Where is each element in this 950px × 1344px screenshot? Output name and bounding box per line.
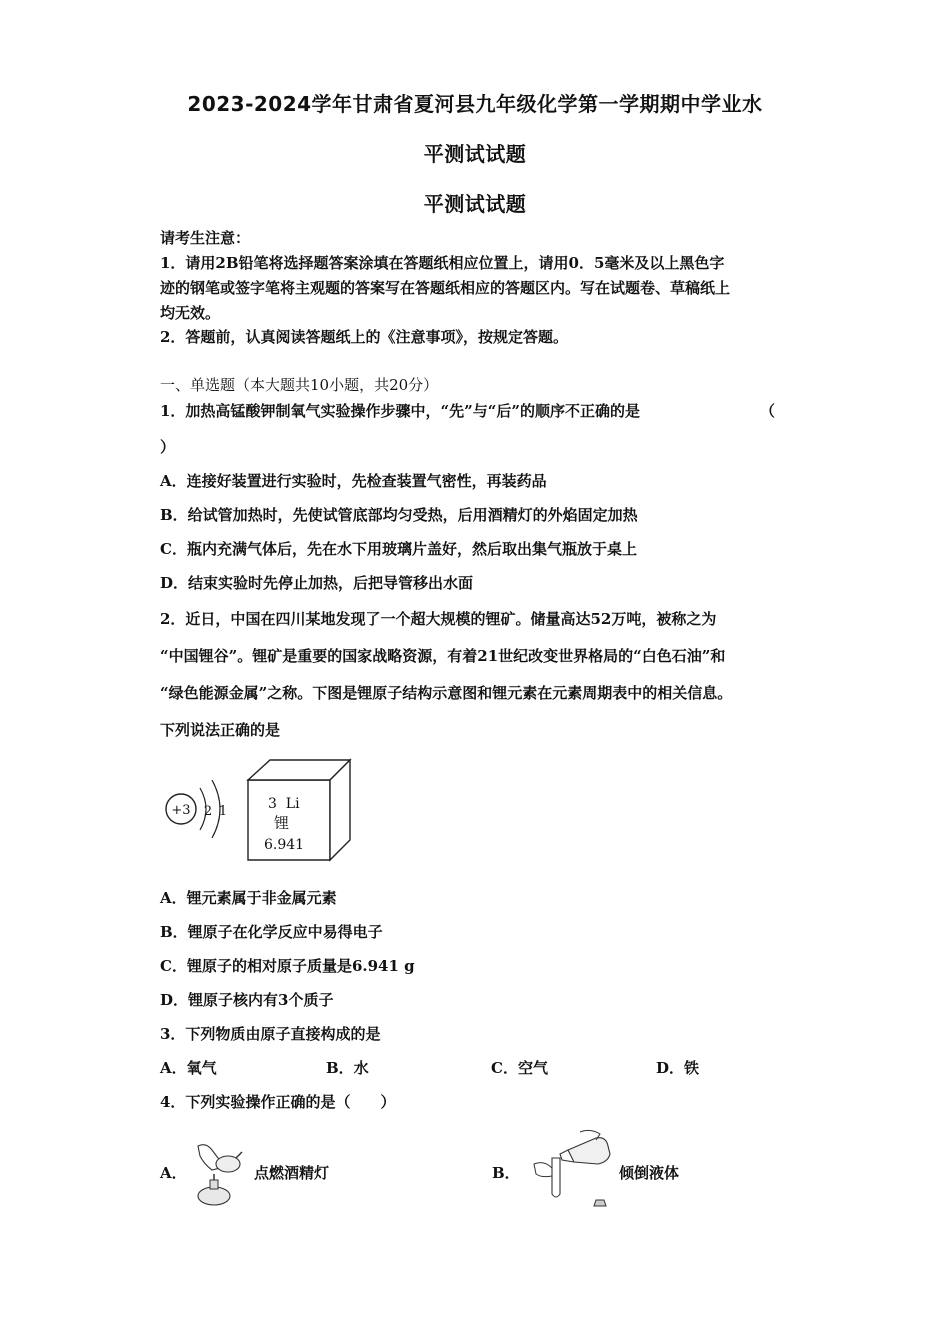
- q1-option-c: C．瓶内充满气体后，先在水下用玻璃片盖好，然后取出集气瓶放于桌上: [160, 540, 637, 558]
- q2-option-a: A．锂元素属于非金属元素: [160, 889, 337, 907]
- q3-option-a: A．氧气: [160, 1059, 217, 1077]
- q1-paren-open: （: [760, 402, 776, 420]
- upper-lamp-wick: [236, 1152, 242, 1158]
- notice-line-1: 1．请用2B铅笔将选择题答案涂填在答题纸相应位置上，请用0．5毫米及以上黑色字: [160, 254, 725, 272]
- hand-holding-tube: [534, 1163, 552, 1177]
- section-heading: 一、单选题（本大题共10小题，共20分）: [160, 376, 439, 394]
- q1-paren-close: ）: [160, 438, 176, 456]
- q3-stem: 3．下列物质由原子直接构成的是: [160, 1025, 381, 1043]
- q2-option-d: D．锂原子核内有3个质子: [160, 991, 334, 1009]
- nucleus-charge: +3: [171, 803, 191, 818]
- notice-line-2: 迹的钢笔或签字笔将主观题的答案写在答题纸相应的答题区内。写在试题卷、草稿纸上: [160, 279, 731, 297]
- reagent-bottle: [568, 1138, 610, 1164]
- lower-lamp-neck: [210, 1180, 218, 1189]
- q4-option-b-text: 倾倒液体: [619, 1164, 680, 1182]
- hand-on-bottle: [580, 1130, 600, 1140]
- q1-stem: 1．加热高锰酸钾制氧气实验操作步骤中，“先”与“后”的顺序不正确的是: [160, 402, 640, 420]
- alcohol-lamp-lighting-figure: [192, 1140, 252, 1210]
- q3-option-d: D．铁: [656, 1059, 700, 1077]
- q2-stem-line3: “绿色能源金属”之称。下图是锂原子结构示意图和锂元素在元素周期表中的相关信息。: [160, 684, 733, 702]
- element-name: 锂: [274, 814, 290, 832]
- q3-option-b: B．水: [326, 1059, 369, 1077]
- element-number-symbol: 3 Li: [268, 796, 300, 812]
- q2-option-b: B．锂原子在化学反应中易得电子: [160, 923, 383, 941]
- q2-option-c: C．锂原子的相对原子质量是6.941 g: [160, 957, 415, 975]
- notice-line-3: 均无效。: [160, 304, 221, 322]
- notice-heading: 请考生注意：: [160, 229, 251, 247]
- q2-stem-line1: 2．近日，中国在四川某地发现了一个超大规模的锂矿。储量高达52万吨，被称之为: [160, 610, 717, 628]
- shell-2-electrons: 1: [218, 804, 228, 819]
- q4-option-b-label: B．: [492, 1164, 520, 1182]
- page-title-line1: 2023-2024学年甘肃省夏河县九年级化学第一学期期中学业水: [187, 92, 763, 116]
- q4-option-a-label: A．: [160, 1164, 187, 1182]
- q1-option-b: B．给试管加热时，先使试管底部均匀受热，后用酒精灯的外焰固定加热: [160, 506, 638, 524]
- atomic-mass: 6.941: [264, 837, 305, 853]
- page-title-line3: 平测试试题: [423, 192, 527, 216]
- q2-stem-line4: 下列说法正确的是: [160, 721, 281, 739]
- q1-option-d: D．结束实验时先停止加热，后把导管移出水面: [160, 574, 474, 592]
- upper-lamp-body: [216, 1156, 240, 1172]
- q1-option-a: A．连接好装置进行实验时，先检查装置气密性，再装药品: [160, 472, 547, 490]
- q3-option-c: C．空气: [491, 1059, 548, 1077]
- shell-1-electrons: 2: [203, 804, 213, 819]
- q4-stem: 4．下列实验操作正确的是（ ）: [160, 1093, 396, 1111]
- lower-lamp-body: [198, 1187, 230, 1205]
- page-title-line2: 平测试试题: [423, 142, 527, 166]
- q2-stem-line2: “中国锂谷”。锂矿是重要的国家战略资源，有着21世纪改变世界格局的“白色石油”和: [160, 647, 726, 665]
- lithium-atom-diagram: [162, 774, 242, 844]
- q4-option-a-text: 点燃酒精灯: [254, 1164, 330, 1182]
- notice-line-4: 2．答题前，认真阅读答题纸上的《注意事项》，按规定答题。: [160, 328, 568, 346]
- periodic-table-cell: [244, 756, 354, 866]
- pour-liquid-figure: [516, 1128, 616, 1208]
- stopper: [594, 1200, 606, 1206]
- test-tube: [552, 1158, 560, 1197]
